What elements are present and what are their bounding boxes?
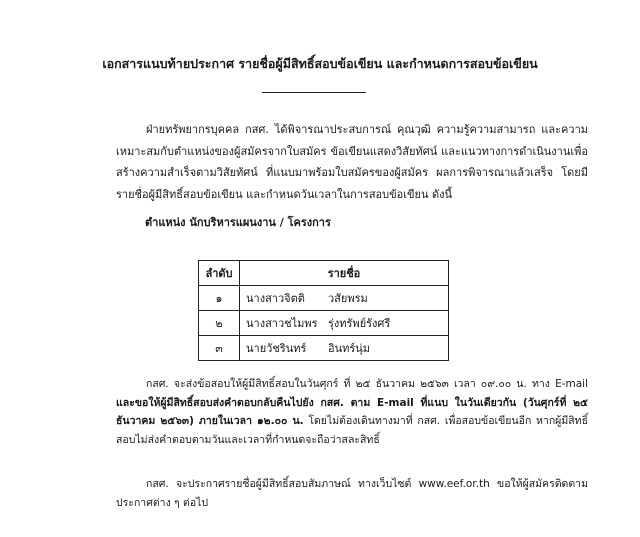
header-name: รายชื่อ — [240, 261, 449, 286]
interview-notice — [116, 475, 588, 512]
table-row — [199, 336, 449, 361]
candidate-table — [198, 260, 449, 361]
table-header-row — [199, 261, 449, 286]
table-row — [199, 286, 449, 311]
row-name — [240, 336, 449, 361]
first-name: นางสาวชไมพร — [246, 317, 318, 330]
row-number: ๓ — [199, 336, 240, 361]
notice-bold: และขอให้ผู้มีสิทธิ์สอบส่งคำตอบกลับคืนไปยัง กสศ. ตาม E-mail ที่แนบ ในวันเดียวกัน (วันศุกร์ที่ ๒๕ ธันวาคม ๒๕๖๓) ภายในเวลา ๑๒.๐๐ น. — [116, 396, 588, 427]
last-name: รุ่งทรัพย์รังศรี — [328, 317, 391, 330]
notice-tail: โดยไม่ต้องเดินทางมาที่ กสศ. เพื่อสอบข้อเขียนอีก หากผู้มีสิทธิ์สอบไม่ส่งคำตอบตามวันและเวลาที่กำหนดจะถือว่าสละสิทธิ์ — [116, 415, 588, 446]
row-name — [240, 311, 449, 336]
first-name: นางสาวจิตติ — [246, 292, 305, 305]
header-no: ลำดับ — [199, 261, 240, 286]
position-heading: ตำแหน่ง นักบริหารแผนงาน / โครงการ — [145, 216, 331, 229]
document-title: เอกสารแนบท้ายประกาศ รายชื่อผู้มีสิทธิ์สอบข้อเขียน และกำหนดการสอบข้อเขียน — [102, 56, 538, 71]
first-name: นายวัชรินทร์ — [246, 342, 307, 355]
row-number: ๑ — [199, 286, 240, 311]
notice-plain: กสศ. จะส่งข้อสอบให้ผู้มีสิทธิ์สอบในวันศุกร์ ที่ ๒๕ ธันวาคม ๒๕๖๓ เวลา ๐๙.๐๐ น. ทาง E-mail — [146, 378, 588, 390]
row-name — [240, 286, 449, 311]
last-name: อินทร์นุ่ม — [328, 342, 371, 355]
intro-paragraph — [116, 119, 588, 205]
exam-notice — [116, 375, 588, 449]
row-number: ๒ — [199, 311, 240, 336]
last-name: วสัยพรม — [328, 292, 368, 305]
notice2-text: กสศ. จะประกาศรายชื่อผู้มีสิทธิ์สอบสัมภาษณ์ ทางเว็บไซต์ www.eef.or.th ขอให้ผู้สมัครติดตามประกาศต่าง ๆ ต่อไป — [116, 478, 588, 509]
intro-text: ฝ่ายทรัพยากรบุคคล กสศ. ได้พิจารณาประสบการณ์ คุณวุฒิ ความรู้ความสามารถ และความเหมาะสมกับตำแหน่งของผู้สมัครจากใบสมัคร ข้อเขียนแสดงวิสัยทัศน์ และแนวทางการดำเนินงานเพื่อสร้างความสำเร็จตามวิสัยทัศน์ ที่แนบมาพร้อมใบสมัครของผู้สมัคร ผลการพิจารณาแล้วเสร็จ โดยมีรายชื่อผู้มีสิทธิ์สอบข้อเขียน และกำหนดวันเวลาในการสอบข้อเขียน ดังนี้ — [116, 123, 588, 201]
title-underline — [262, 92, 366, 93]
table-row — [199, 311, 449, 336]
